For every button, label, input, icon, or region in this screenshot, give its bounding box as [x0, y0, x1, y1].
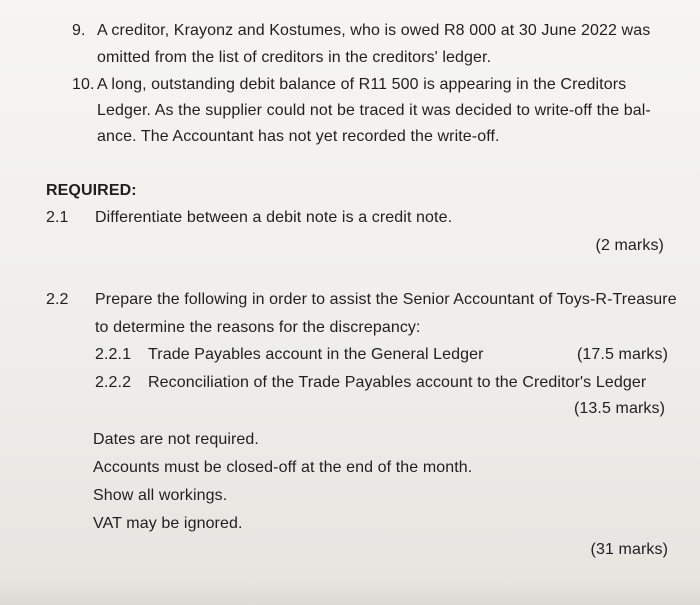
- item-10-line-2: Ledger. As the supplier could not be traced it was decided to write-off the bal-: [97, 102, 651, 119]
- required-heading: REQUIRED:: [46, 182, 137, 199]
- question-2-2-1-marks: (17.5 marks): [577, 346, 668, 363]
- total-marks: (31 marks): [590, 541, 668, 558]
- question-2-2-line-2: to determine the reasons for the discrepancy:: [95, 319, 421, 336]
- note-dates: Dates are not required.: [93, 431, 259, 448]
- item-10-number: 10.: [72, 76, 95, 93]
- item-10-line-1: A long, outstanding debit balance of R11 500 is appearing in the Creditors: [97, 76, 627, 93]
- question-2-2-number: 2.2: [46, 291, 69, 308]
- question-2-1-marks: (2 marks): [595, 237, 664, 254]
- note-vat: VAT may be ignored.: [93, 515, 243, 532]
- question-2-2-2-number: 2.2.2: [95, 374, 132, 391]
- note-show-workings: Show all workings.: [93, 487, 228, 504]
- paper-shadow: [0, 579, 700, 605]
- question-2-1-number: 2.1: [46, 209, 69, 226]
- question-2-2-1-text: Trade Payables account in the General Ledger: [148, 346, 484, 363]
- question-2-2-2-marks: (13.5 marks): [574, 400, 665, 417]
- item-10-line-3: ance. The Accountant has not yet recorded the write-off.: [97, 128, 500, 145]
- item-9-line-2: omitted from the list of creditors in the creditors' ledger.: [97, 49, 492, 66]
- item-9-number: 9.: [72, 22, 86, 39]
- question-2-2-line-1: Prepare the following in order to assist the Senior Accountant of Toys-R-Treasure: [95, 291, 677, 308]
- question-2-2-1-number: 2.2.1: [95, 346, 132, 363]
- question-2-1-text: Differentiate between a debit note is a credit note.: [95, 209, 453, 226]
- note-accounts-closed: Accounts must be closed-off at the end of the month.: [93, 459, 473, 476]
- question-2-2-2-text: Reconciliation of the Trade Payables account to the Creditor's Ledger: [148, 374, 647, 391]
- item-9-line-1: A creditor, Krayonz and Kostumes, who is owed R8 000 at 30 June 2022 was: [97, 22, 651, 39]
